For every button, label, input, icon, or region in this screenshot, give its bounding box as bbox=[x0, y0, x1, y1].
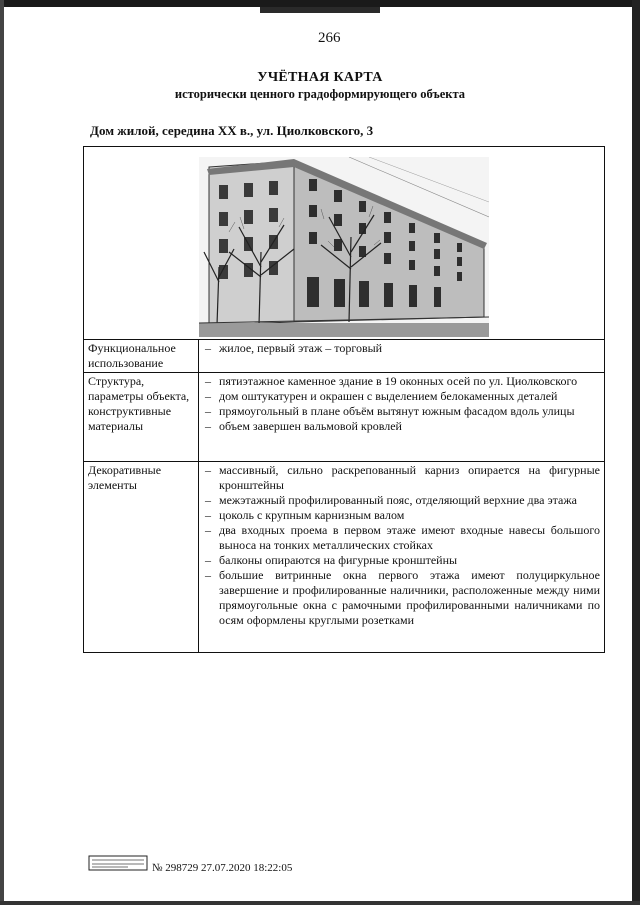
scan-edge-top bbox=[0, 0, 640, 7]
photo-row bbox=[84, 147, 605, 340]
row-content bbox=[199, 462, 605, 653]
building-photo bbox=[199, 157, 489, 337]
page-number: 266 bbox=[318, 30, 341, 46]
row-label: Структура, параметры объекта, конструктивные материалы bbox=[84, 373, 199, 462]
document-title: УЧЁТНАЯ КАРТА bbox=[257, 70, 383, 85]
scan-edge-left bbox=[0, 0, 4, 905]
table-row bbox=[84, 462, 605, 653]
list-item: – прямоугольный в плане объём вытянут южным фасадом вдоль улицы bbox=[203, 404, 600, 419]
list-item: – жилое, первый этаж – торговый bbox=[203, 341, 600, 356]
list-item: – межэтажный профилированный пояс, отделяющий верхние два этажа bbox=[203, 493, 600, 508]
list-item: – объем завершен вальмовой кровлей bbox=[203, 419, 600, 434]
doc-number: 298729 bbox=[165, 862, 199, 874]
document-subtitle: исторически ценного градоформирующего объекта bbox=[174, 87, 466, 101]
row-label: Декоративные элементы bbox=[84, 462, 199, 653]
list-item: – большие витринные окна первого этажа имеют полуциркульное завершение и профилированные наличники, расположенные между ними прямоугольные окна с рамочными профилированными наличниками по осям оформлены круглыми розетками bbox=[203, 568, 600, 628]
doc-datetime: 27.07.2020 18:22:05 bbox=[201, 862, 293, 874]
table-row bbox=[84, 373, 605, 462]
list-item: – два входных проема в первом этаже имеют входные навесы большого выноса на тонких металлических стойках bbox=[203, 523, 600, 553]
scan-edge-bottom bbox=[0, 901, 640, 905]
row-content bbox=[199, 340, 605, 373]
list-item: – цоколь с крупным карнизным валом bbox=[203, 508, 600, 523]
list-item: – балконы опираются на фигурные кронштейны bbox=[203, 553, 600, 568]
registration-card-table bbox=[83, 146, 605, 653]
photo-cell bbox=[84, 147, 605, 340]
scan-edge-top-patch bbox=[260, 7, 380, 13]
list-item: – массивный, сильно раскрепованный карниз опирается на фигурные кронштейны bbox=[203, 463, 600, 493]
list-item: – дом оштукатурен и окрашен с выделением белокаменных деталей bbox=[203, 389, 600, 404]
table-row bbox=[84, 340, 605, 373]
number-sign-icon: № bbox=[152, 862, 163, 874]
row-label: Функциональное использование bbox=[84, 340, 199, 373]
row-content bbox=[199, 373, 605, 462]
footer-line bbox=[152, 862, 292, 874]
object-heading: Дом жилой, середина XX в., ул. Циолковского, 3 bbox=[90, 123, 374, 138]
archive-stamp-icon bbox=[88, 855, 148, 871]
scan-edge-right bbox=[632, 0, 640, 905]
list-item: – пятиэтажное каменное здание в 19 оконных осей по ул. Циолковского bbox=[203, 374, 600, 389]
